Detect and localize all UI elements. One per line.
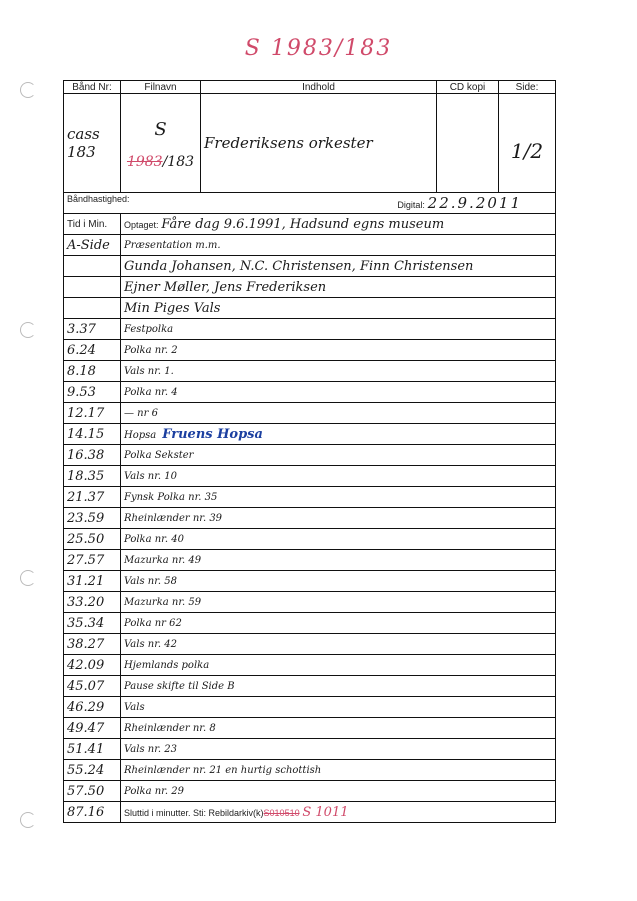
tid-label: Tid i Min. — [64, 214, 121, 235]
punch-hole-1 — [20, 82, 36, 98]
entry-row — [64, 445, 556, 466]
entry-time: 57.50 — [64, 781, 121, 802]
record-row — [64, 94, 556, 193]
entry-row — [64, 781, 556, 802]
entry-time: 9.53 — [64, 382, 121, 403]
footer-time: 87.16 — [64, 802, 121, 823]
entry-text: Polka nr. 40 — [124, 533, 184, 545]
entry-time: 46.29 — [64, 697, 121, 718]
entry-text: Ejner Møller, Jens Frederiksen — [124, 280, 327, 295]
entry-row — [64, 571, 556, 592]
cd-kopi-value — [437, 94, 499, 193]
punch-hole-2 — [20, 322, 36, 338]
entry-row — [64, 298, 556, 319]
entry-time: A-Side — [64, 235, 121, 256]
entry-row — [64, 634, 556, 655]
entry-text: Rheinlænder nr. 39 — [124, 512, 223, 524]
punch-hole-3 — [20, 570, 36, 586]
entry-text: Polka nr 62 — [124, 617, 182, 629]
entry-time: 12.17 — [64, 403, 121, 424]
optaget-label: Optaget: — [124, 219, 159, 230]
entry-time: 27.57 — [64, 550, 121, 571]
header-filnavn: Filnavn — [121, 81, 201, 94]
entry-text: Vals nr. 42 — [124, 638, 177, 650]
entry-text: Polka nr. 29 — [124, 785, 184, 797]
speed-row — [64, 193, 556, 214]
entry-time: 16.38 — [64, 445, 121, 466]
entry-time: 38.27 — [64, 634, 121, 655]
entry-text: Vals nr. 23 — [124, 743, 177, 755]
entry-time: 45.07 — [64, 676, 121, 697]
entry-row — [64, 403, 556, 424]
entry-row — [64, 340, 556, 361]
entry-row — [64, 466, 556, 487]
filnavn-suffix: /183 — [162, 153, 195, 170]
entry-row — [64, 697, 556, 718]
entry-text: Gunda Johansen, N.C. Christensen, Finn Christensen — [124, 259, 474, 274]
entry-text: Polka nr. 4 — [124, 386, 178, 398]
entry-row — [64, 718, 556, 739]
entry-time: 49.47 — [64, 718, 121, 739]
entry-text: Hopsa — [124, 429, 157, 441]
entry-row — [64, 256, 556, 277]
entry-row — [64, 676, 556, 697]
entry-time: 31.21 — [64, 571, 121, 592]
footer-label: Sluttid i minutter. Sti: Rebildarkiv(k) — [124, 807, 264, 818]
entry-text: Mazurka nr. 59 — [124, 596, 202, 608]
entry-time: 3.37 — [64, 319, 121, 340]
entry-text: Vals nr. 10 — [124, 470, 177, 482]
entry-row — [64, 424, 556, 445]
entry-text: Fynsk Polka nr. 35 — [124, 491, 218, 503]
entry-text: Vals nr. 1. — [124, 365, 174, 377]
entry-text: Mazurka nr. 49 — [124, 554, 202, 566]
entry-text: — nr 6 — [124, 407, 158, 419]
entry-time: 23.59 — [64, 508, 121, 529]
baandhastighed-label: Båndhastighed: — [67, 194, 130, 204]
entry-text: Festpolka — [124, 323, 174, 335]
entry-time: 14.15 — [64, 424, 121, 445]
entry-row — [64, 319, 556, 340]
entry-time: 18.35 — [64, 466, 121, 487]
entry-row — [64, 739, 556, 760]
entry-text: Pause skifte til Side B — [124, 680, 235, 692]
entry-text: Præsentation m.m. — [124, 239, 221, 251]
entry-row — [64, 277, 556, 298]
entry-text: Vals nr. 58 — [124, 575, 177, 587]
baand-nr-value: cass 183 — [64, 94, 121, 193]
entry-text: Rheinlænder nr. 21 en hurtig schottish — [124, 764, 322, 776]
entry-text: Rheinlænder nr. 8 — [124, 722, 216, 734]
entry-row — [64, 508, 556, 529]
entry-time: 6.24 — [64, 340, 121, 361]
footer-struck: S010510 — [263, 807, 300, 818]
entry-time: 55.24 — [64, 760, 121, 781]
entry-row — [64, 361, 556, 382]
header-side: Side: — [499, 81, 556, 94]
entry-time — [64, 298, 121, 319]
filnavn-struck: 1983 — [126, 153, 163, 170]
entry-time: 33.20 — [64, 592, 121, 613]
entry-time: 25.50 — [64, 529, 121, 550]
entry-time — [64, 256, 121, 277]
entry-row — [64, 382, 556, 403]
entry-time: 42.09 — [64, 655, 121, 676]
header-indhold: Indhold — [201, 81, 437, 94]
side-value: 1/2 — [499, 94, 556, 193]
header-baand-nr: Bånd Nr: — [64, 81, 121, 94]
entry-time: 35.34 — [64, 613, 121, 634]
archive-stamp: S 1983/183 — [244, 36, 393, 61]
entry-row — [64, 550, 556, 571]
entry-row — [64, 592, 556, 613]
entry-row — [64, 487, 556, 508]
optaget-value: Fåre dag 9.6.1991, Hadsund egns museum — [161, 216, 445, 232]
entry-row — [64, 235, 556, 256]
entry-row — [64, 655, 556, 676]
filnavn-value: S — [154, 118, 167, 140]
entry-text: Vals — [124, 701, 145, 713]
entry-time: 51.41 — [64, 739, 121, 760]
recording-form — [63, 80, 556, 823]
footer-new-value: S 1011 — [302, 804, 349, 820]
filnavn-cell — [121, 94, 201, 193]
header-cd-kopi: CD kopi — [437, 81, 499, 94]
entry-row — [64, 529, 556, 550]
entry-row — [64, 613, 556, 634]
entry-text: Hjemlands polka — [124, 659, 210, 671]
header-row — [64, 81, 556, 94]
entry-extra: Fruens Hopsa — [162, 426, 263, 442]
entry-time — [64, 277, 121, 298]
optaget-row — [64, 214, 556, 235]
entry-row — [64, 760, 556, 781]
digital-date: 22.9.2011 — [427, 194, 522, 212]
entry-text: Polka Sekster — [124, 449, 194, 461]
entries-list — [64, 235, 556, 802]
indhold-value: Frederiksens orkester — [201, 94, 437, 193]
footer-row — [64, 802, 556, 823]
entry-time: 8.18 — [64, 361, 121, 382]
entry-time: 21.37 — [64, 487, 121, 508]
punch-hole-4 — [20, 812, 36, 828]
entry-text: Min Piges Vals — [124, 301, 221, 316]
entry-text: Polka nr. 2 — [124, 344, 178, 356]
digital-label: Digital: — [397, 200, 425, 210]
